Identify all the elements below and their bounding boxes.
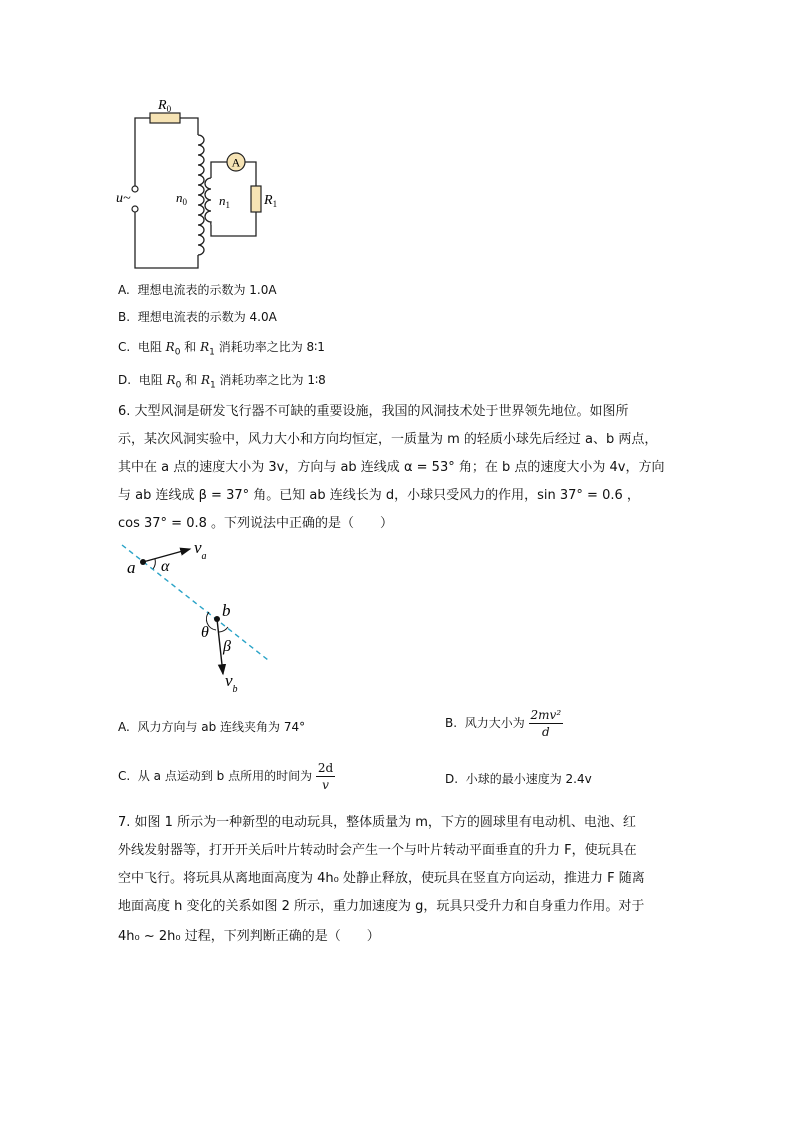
q5-option-c[interactable]: C. 电阻 $R_0$ 和 $R_1$ 消耗功率之比为 8∶1 [118, 340, 325, 358]
q7-line-2: 外线发射器等，打开开关后叶片转动时会产生一个与叶片转动平面垂直的升力 F，使玩具在 [118, 843, 637, 858]
label-b: b [222, 601, 231, 620]
q6-option-b[interactable]: B. 风力大小为 $\frac{\text{2mv²}}{d}$ [445, 708, 562, 739]
q7-line-4: 地面高度 h 变化的关系如图 2 所示，重力加速度为 g，玩具只受升力和自身重力作用。对于 [118, 899, 645, 914]
q7-line-1: 7. 如图 1 所示为一种新型的电动玩具，整体质量为 m，下方的圆球里有电动机、电池、红 [118, 815, 636, 830]
q5-option-a[interactable]: A. 理想电流表的示数为 1.0A [118, 283, 277, 297]
source-terminal-top [132, 186, 138, 192]
n1-label: $n_1$ [219, 193, 230, 210]
source-terminal-bottom [132, 206, 138, 212]
point-b [214, 616, 220, 622]
q6-option-d[interactable]: D. 小球的最小速度为 2.4v [445, 772, 592, 786]
alpha-arc [153, 559, 155, 569]
q7-line-3: 空中飞行。将玩具从离地面高度为 4h₀ 处静止释放，使玩具在竖直方向运动，推进力 F 随离 [118, 871, 645, 886]
r0-label: $R_0$ [158, 98, 172, 114]
q6-line-4: 与 ab 连线成 β = 37° 角。已知 ab 连线长为 d，小球只受风力的作用，sin 37° = 0.6 ， [118, 488, 640, 503]
secondary-coil [205, 178, 211, 225]
label-theta: θ [201, 624, 209, 641]
q6-option-a[interactable]: A. 风力方向与 ab 连线夹角为 74° [118, 720, 306, 734]
point-a [140, 559, 146, 565]
label-a: a [127, 558, 136, 577]
q6-option-c[interactable]: C. 从 a 点运动到 b 点所用的时间为 $\frac{2d}{v}$ [118, 761, 334, 792]
r0-resistor [150, 113, 180, 123]
q6-line-5: cos 37° = 0.8 。下列说法中正确的是（ ） [118, 516, 394, 531]
q6-line-2: 示，某次风洞实验中，风力大小和方向均恒定，一质量为 m 的轻质小球先后经过 a、b 两点， [118, 432, 658, 447]
u-label: u~ [116, 191, 131, 206]
q6-velocity-figure [115, 535, 280, 695]
beta-arc [219, 627, 228, 632]
r1-resistor [251, 186, 261, 212]
ammeter-label: A [231, 155, 241, 170]
label-alpha: α [161, 558, 170, 575]
q5-option-b[interactable]: B. 理想电流表的示数为 4.0A [118, 310, 277, 324]
transformer-circuit-figure [110, 90, 290, 275]
label-va: $v_a$ [194, 538, 207, 562]
q6-line-1: 6. 大型风洞是研发飞行器不可缺的重要设施，我国的风洞技术处于世界领先地位。如图所 [118, 404, 629, 419]
primary-coil [198, 135, 204, 255]
q7-line-5: 4h₀ ~ 2h₀ 过程，下列判断正确的是（ ） [118, 929, 380, 944]
q6-option-c-fraction: $\frac{2d}{v}$ [317, 761, 334, 792]
r1-label: $R_1$ [264, 193, 278, 209]
n0-label: $n_0$ [176, 190, 187, 207]
q6-option-b-fraction: $\frac{\text{2mv²}}{d}$ [530, 708, 562, 739]
label-beta: β [223, 638, 231, 655]
q5-option-d[interactable]: D. 电阻 $R_0$ 和 $R_1$ 消耗功率之比为 1∶8 [118, 373, 326, 391]
q6-line-3: 其中在 a 点的速度大小为 3v，方向与 ab 连线成 α = 53° 角；在 b 点的速度大小为 4v，方向 [118, 460, 665, 475]
label-vb: $v_b$ [225, 671, 238, 695]
